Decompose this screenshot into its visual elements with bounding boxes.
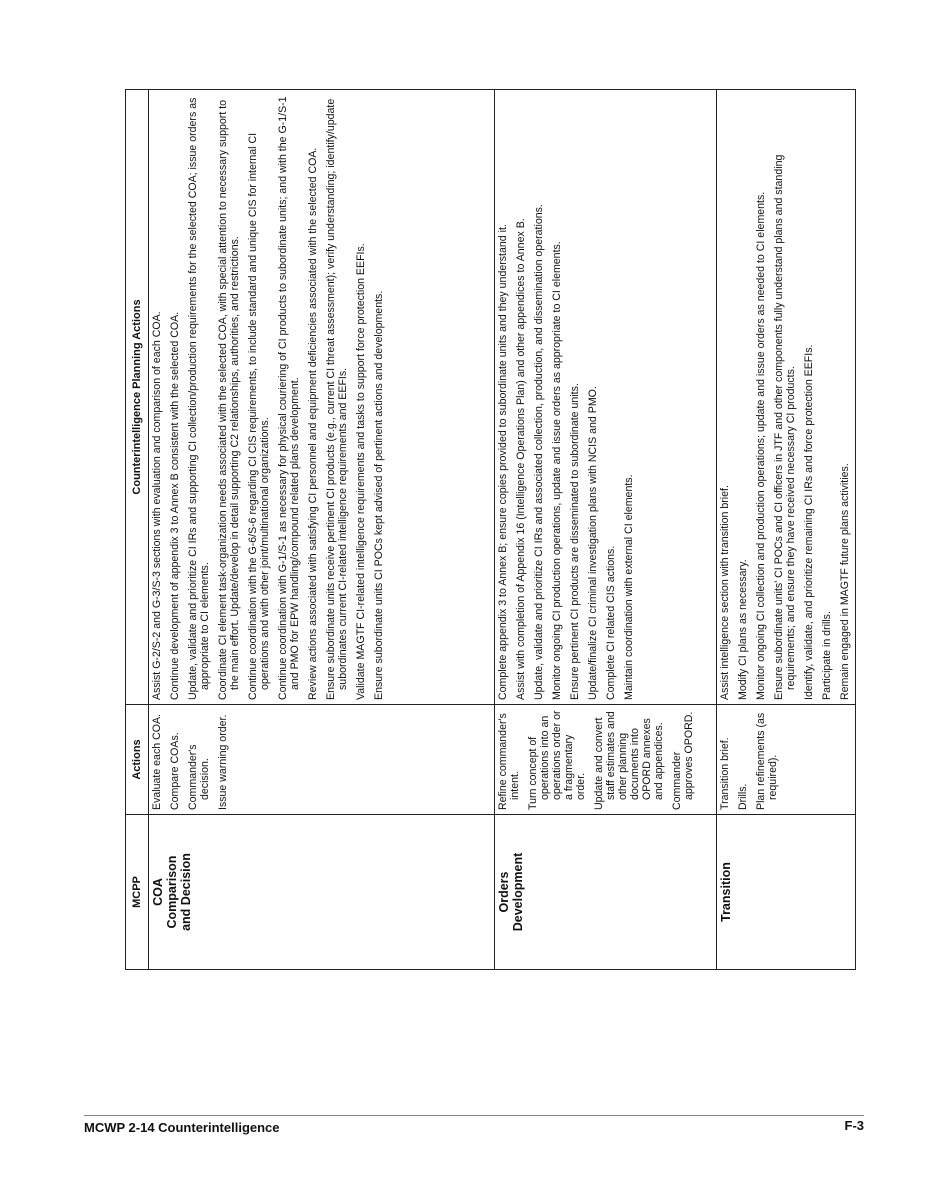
table-row xyxy=(495,90,717,970)
planning-actions-table xyxy=(125,89,856,970)
table-row xyxy=(149,90,495,970)
ci-action-item: Review actions associated with satisfying CI personnel and equipment deficiencies associated with the selected COA. xyxy=(306,147,319,700)
ci-action-item: Ensure subordinate units' CI POCs and CI officers in JTF and other components fully understand plans and standing requirements; and ensure they have received necessary CI products. xyxy=(772,154,797,700)
action-item: Turn concept of operations into an operations order or a fragmentary order. xyxy=(526,710,587,810)
action-item: Issue warning order. xyxy=(216,714,229,810)
ci-action-item: Complete appendix 3 to Annex B; ensure copies provided to subordinate units and they understand it. xyxy=(497,224,509,700)
ci-action-item: Ensure subordinate units receive pertinent CI products (e.g., current CI threat assessment); verify understanding; identify/update subordinates current CI-related intelligence requirements and EEFIs. xyxy=(324,98,349,700)
phase-name: Transition xyxy=(719,862,733,922)
action-item: Commander approves OPORD. xyxy=(670,711,695,810)
footer-page-number: F-3 xyxy=(844,1118,864,1133)
footer-document-title: MCWP 2-14 Counterintelligence xyxy=(84,1120,280,1135)
actions-list xyxy=(720,709,780,810)
action-item: Plan refinements (as required). xyxy=(754,712,779,810)
phase-cell xyxy=(495,815,717,970)
table-body xyxy=(149,90,856,970)
ci-action-item: Ensure subordinate units CI POCs kept advised of pertinent actions and developments. xyxy=(372,290,385,700)
ci-action-item: Update, validate and prioritize CI IRs and associated collection, production, and dissemination operations. xyxy=(532,204,545,700)
ci-actions-cell xyxy=(149,90,495,705)
phase-cell xyxy=(717,815,856,970)
ci-action-item: Continue coordination with G-1/S-1 as necessary for physical couriering of CI products to subordinate units; and with the G-1/S-1 and PMO for EPW handling/compound related plans development. xyxy=(276,96,301,700)
ci-action-item: Identify, validate, and prioritize remaining CI IRs and force protection EEFIs. xyxy=(802,344,815,700)
ci-action-item: Continue development of appendix 3 to Annex B consistent with the selected COA. xyxy=(168,311,181,700)
header-actions: Actions xyxy=(126,705,149,815)
ci-action-item: Coordinate CI element task-organization needs associated with the selected COA, with special attention to necessary support to the main effort. Update/develop in detail supporting C2 relationships, authorities, and restrictions. xyxy=(216,99,241,700)
footer-rule xyxy=(84,1115,864,1116)
ci-action-item: Remain engaged in MAGTF future plans activities. xyxy=(838,463,851,700)
ci-action-item: Continue coordination with the G-6/S-6 regarding CI CIS requirements, to include standard and unique CIS for internal CI operations and with other joint/multinational organizations. xyxy=(246,132,271,700)
phase-cell xyxy=(149,815,495,970)
ci-action-item: Complete CI related CIS actions. xyxy=(604,545,617,700)
actions-cell xyxy=(495,705,717,815)
ci-actions-cell xyxy=(495,90,717,705)
ci-action-item: Assist G-2/S-2 and G-3/S-3 sections with evaluation and comparison of each COA. xyxy=(151,311,163,700)
header-ci-planning-actions: Counterintelligence Planning Actions xyxy=(126,90,149,705)
actions-list xyxy=(498,709,696,810)
ci-action-item: Modify CI plans as necessary. xyxy=(736,559,749,700)
action-item: Drills. xyxy=(736,783,749,810)
action-item: Compare COAs. xyxy=(168,732,181,810)
actions-cell xyxy=(149,705,495,815)
ci-action-item: Participate in drills. xyxy=(820,611,833,700)
actions-list xyxy=(152,709,230,810)
rotated-table-region xyxy=(125,90,851,970)
ci-actions-list xyxy=(498,94,636,700)
ci-action-item: Assist with completion of Appendix 16 (Intelligence Operations Plan) and other appendices to Annex B. xyxy=(514,218,527,700)
action-item: Commander's decision. xyxy=(186,744,211,810)
ci-action-item: Update, validate and prioritize CI IRs and supporting CI collection/production requirements for the selected COA; issue orders as appropriate to CI elements. xyxy=(186,97,211,700)
actions-cell xyxy=(717,705,856,815)
ci-action-item: Validate MAGTF CI-related intelligence requirements and tasks to support force protection EEFIs. xyxy=(354,243,367,700)
action-item: Update and convert staff estimates and other planning documents into OPORD annexes and appendices. xyxy=(592,711,665,810)
action-item: Transition brief. xyxy=(719,737,731,810)
header-mcpp: MCPP xyxy=(126,815,149,970)
phase-name: COA Comparison and Decision xyxy=(151,853,193,931)
ci-actions-cell xyxy=(717,90,856,705)
action-item: Evaluate each COA. xyxy=(151,714,163,810)
ci-actions-list xyxy=(152,94,386,700)
ci-action-item: Maintain coordination with external CI elements. xyxy=(622,474,635,700)
phase-name: Orders Development xyxy=(497,852,525,932)
rotated-table-container xyxy=(125,90,851,970)
ci-action-item: Assist intelligence section with transition brief. xyxy=(719,485,731,700)
ci-action-item: Ensure pertinent CI products are disseminated to subordinate units. xyxy=(568,383,581,700)
ci-action-item: Monitor ongoing CI collection and production operations; update and issue orders as needed to CI elements. xyxy=(754,191,767,700)
action-item: Refine commander's intent. xyxy=(497,713,521,810)
ci-actions-list xyxy=(720,94,852,700)
table-header-row xyxy=(126,90,149,970)
ci-action-item: Update/finalize CI criminal investigation plans with NCIS and PMO. xyxy=(586,386,599,700)
ci-action-item: Monitor ongoing CI production operations, update and issue orders as appropriate to CI elements. xyxy=(550,241,563,700)
table-row xyxy=(717,90,856,970)
